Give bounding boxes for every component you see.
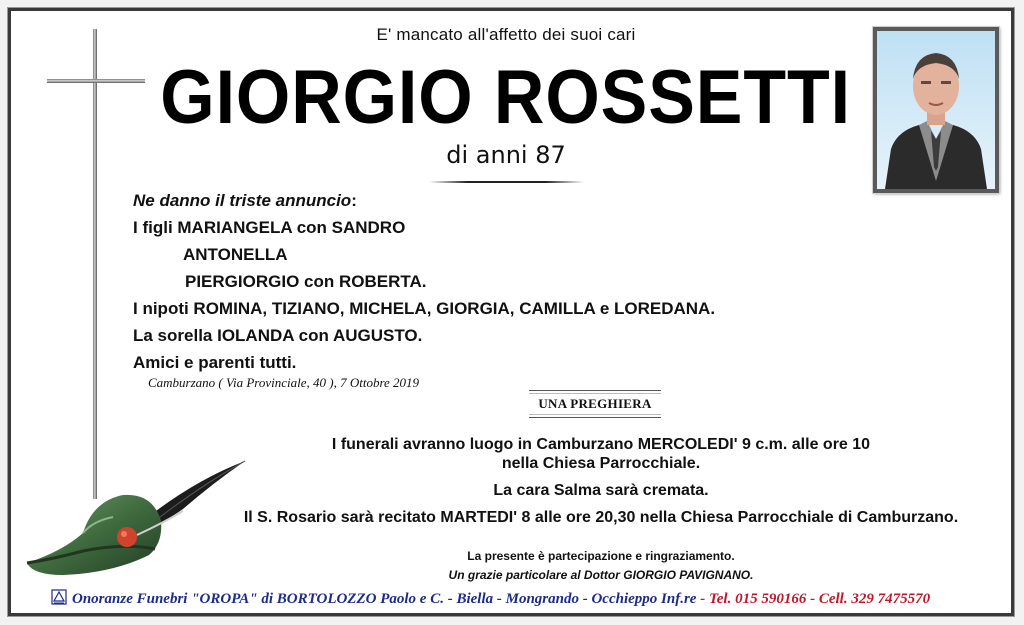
lead-colon: : bbox=[351, 191, 357, 210]
agency-name: Onoranze Funebri "OROPA" di BORTOLOZZO Paolo e C. - Biella - Mongrando - Occhieppo Inf.re bbox=[72, 591, 697, 607]
intro-text: E' mancato all'affetto dei suoi cari bbox=[376, 25, 636, 44]
family-line: ANTONELLA bbox=[183, 245, 288, 264]
family-line: Amici e parenti tutti. bbox=[133, 353, 297, 372]
family-line: I figli MARIANGELA con SANDRO bbox=[133, 218, 406, 237]
announcement-lead bbox=[133, 187, 853, 214]
divider bbox=[429, 181, 584, 183]
family-line: La sorella IOLANDA con AUGUSTO. bbox=[133, 326, 423, 345]
portrait-photo bbox=[873, 27, 999, 193]
footer-separator: - bbox=[696, 591, 709, 607]
funeral-details bbox=[191, 435, 1011, 527]
funeral-line: Il S. Rosario sarà recitato MARTEDI' 8 alle ore 20,30 nella Chiesa Parrocchiale di Camburzano. bbox=[243, 509, 959, 526]
family-line: I nipoti ROMINA, TIZIANO, MICHELA, GIORGIA, CAMILLA e LOREDANA. bbox=[133, 299, 716, 318]
doctor-thanks: Un grazie particolare al Dottor GIORGIO PAVIGNANO. bbox=[448, 568, 754, 582]
obituary-notice bbox=[8, 8, 1014, 616]
alpine-hat-icon bbox=[23, 451, 253, 581]
agency-footer bbox=[51, 589, 1011, 608]
family-line: PIERGIORGIO con ROBERTA. bbox=[185, 272, 427, 291]
funeral-line: La cara Salma sarà cremata. bbox=[493, 482, 709, 499]
agency-logo-icon bbox=[51, 589, 67, 605]
thanks-text: La presente è partecipazione e ringraziamento. bbox=[467, 549, 735, 563]
funeral-line: nella Chiesa Parrocchiale. bbox=[501, 455, 701, 472]
place-date: Camburzano ( Via Provinciale, 40 ), 7 Ottobre 2019 bbox=[148, 375, 420, 390]
deceased-name: GIORGIO ROSSETTI bbox=[160, 55, 851, 140]
prayer-link[interactable]: UNA PREGHIERA bbox=[529, 390, 661, 418]
announcement bbox=[133, 187, 853, 376]
age-text: di anni 87 bbox=[446, 141, 566, 169]
agency-phones: Tel. 015 590166 - Cell. 329 7475570 bbox=[708, 591, 931, 607]
funeral-line: I funerali avranno luogo in Camburzano MERCOLEDI' 9 c.m. alle ore 10 bbox=[331, 436, 871, 453]
lead-text: Ne danno il triste annuncio bbox=[133, 191, 352, 210]
